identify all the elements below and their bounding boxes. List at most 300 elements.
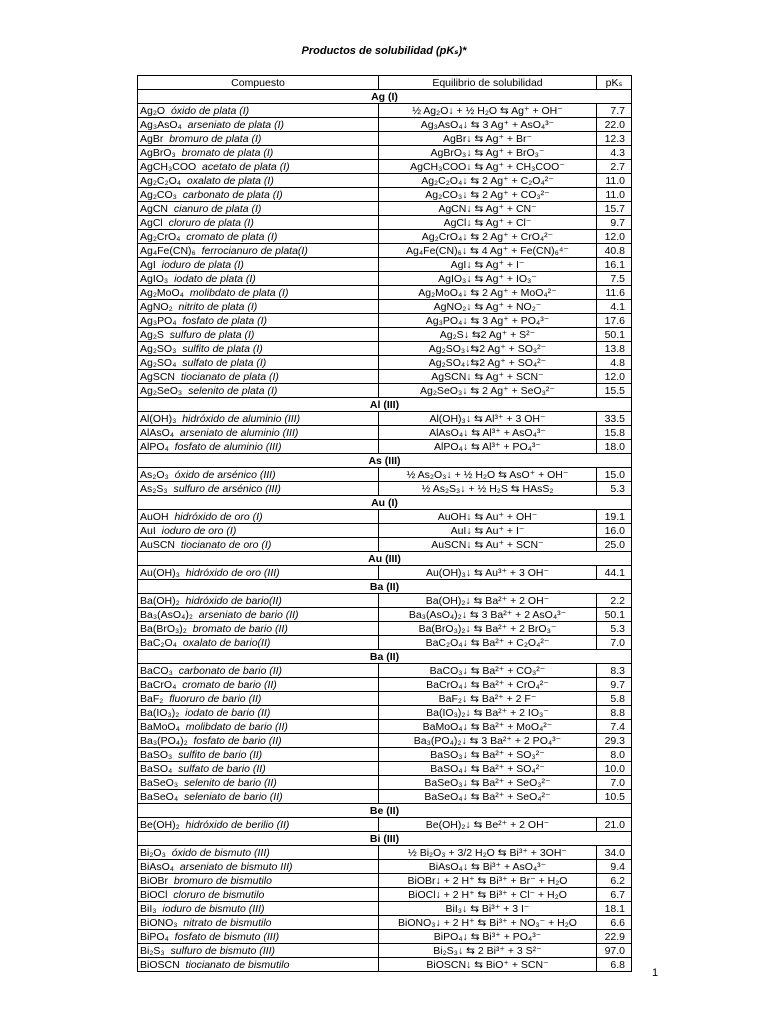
table-row <box>138 944 632 958</box>
table-body <box>138 90 632 972</box>
compound-name: molibdato de bario (II) <box>185 720 288 733</box>
compound-name: oxalato de plata (I) <box>186 174 274 187</box>
compound-cell <box>138 468 379 482</box>
compound-formula: BaSO₃ <box>140 748 173 761</box>
equilibrium-cell: Ag₂SO₃↓⇆2 Ag⁺ + SO₃²⁻ <box>379 342 597 356</box>
pks-cell: 50.1 <box>597 328 632 342</box>
pks-cell: 9.4 <box>597 860 632 874</box>
compound-name: óxido de arsénico (III) <box>174 468 276 481</box>
compound-formula: BaC₂O₄ <box>140 636 177 649</box>
compound-name: sulfuro de bismuto (III) <box>170 944 276 957</box>
compound-cell <box>138 916 379 930</box>
equilibrium-cell: Ba(BrO₃)₂↓ ⇆ Ba²⁺ + 2 BrO₃⁻ <box>379 622 597 636</box>
compound-cell <box>138 860 379 874</box>
table-row <box>138 790 632 804</box>
table-row <box>138 104 632 118</box>
compound-formula: Ag₄Fe(CN)₆ <box>140 244 196 257</box>
compound-cell <box>138 370 379 384</box>
compound-name: sulfito de plata (I) <box>182 342 263 355</box>
compound-formula: AuOH <box>140 510 169 523</box>
table-row <box>138 412 632 426</box>
table-row <box>138 510 632 524</box>
compound-formula: BiONO₃ <box>140 916 178 929</box>
compound-cell <box>138 202 379 216</box>
compound-formula: Ag₂O <box>140 104 166 117</box>
compound-name: selenito de plata (I) <box>188 384 278 397</box>
compound-name: hidróxido de oro (I) <box>174 510 263 523</box>
compound-formula: BiOCl <box>140 888 168 901</box>
header-pks: pKₛ <box>597 76 632 90</box>
equilibrium-cell: Ag₂CO₃↓ ⇆ 2 Ag⁺ + CO₃²⁻ <box>379 188 597 202</box>
equilibrium-cell: Ag₃PO₄↓ ⇆ 3 Ag⁺ + PO₄³⁻ <box>379 314 597 328</box>
compound-cell <box>138 776 379 790</box>
compound-cell <box>138 734 379 748</box>
compound-formula: AgI <box>140 258 156 271</box>
pks-cell: 8.8 <box>597 706 632 720</box>
table-row <box>138 230 632 244</box>
compound-formula: AgBrO₃ <box>140 146 176 159</box>
pks-cell: 7.7 <box>597 104 632 118</box>
page-number: 1 <box>652 967 659 979</box>
section-header-row <box>138 398 632 412</box>
compound-cell <box>138 188 379 202</box>
pks-cell: 11.6 <box>597 286 632 300</box>
section-header-row <box>138 580 632 594</box>
table-row <box>138 356 632 370</box>
compound-formula: AuI <box>140 524 156 537</box>
equilibrium-cell: ½ Bi₂O₃ + 3/2 H₂O ⇆ Bi³⁺ + 3OH⁻ <box>379 846 597 860</box>
compound-formula: As₂S₃ <box>140 482 168 495</box>
section-label: Be (II) <box>138 804 632 818</box>
compound-name: hidróxido de berilio (II) <box>185 818 290 831</box>
compound-name: tiocianato de bismutilo <box>185 958 290 971</box>
compound-name: sulfuro de plata (I) <box>169 328 255 341</box>
compound-name: ferrocianuro de plata(I) <box>201 244 308 257</box>
header-compuesto: Compuesto <box>138 76 379 90</box>
compound-name: cianuro de plata (I) <box>173 202 262 215</box>
equilibrium-cell: Au(OH)₃↓ ⇆ Au³⁺ + 3 OH⁻ <box>379 566 597 580</box>
compound-name: bromuro de bismutilo <box>173 874 272 887</box>
compound-cell <box>138 146 379 160</box>
compound-cell <box>138 286 379 300</box>
compound-cell <box>138 104 379 118</box>
compound-cell <box>138 538 379 552</box>
table-row <box>138 370 632 384</box>
table-row <box>138 538 632 552</box>
table-row <box>138 734 632 748</box>
compound-formula: Bi₂O₃ <box>140 846 166 859</box>
pks-cell: 19.1 <box>597 510 632 524</box>
compound-formula: AgIO₃ <box>140 272 169 285</box>
equilibrium-cell: Al(OH)₃↓ ⇆ Al³⁺ + 3 OH⁻ <box>379 412 597 426</box>
pks-cell: 12.0 <box>597 370 632 384</box>
pks-cell: 11.0 <box>597 188 632 202</box>
equilibrium-cell: Ag₂SO₄↓⇆2 Ag⁺ + SO₄²⁻ <box>379 356 597 370</box>
table-row <box>138 160 632 174</box>
pks-cell: 9.7 <box>597 678 632 692</box>
pks-cell: 2.7 <box>597 160 632 174</box>
compound-cell <box>138 412 379 426</box>
compound-formula: Ag₃PO₄ <box>140 314 177 327</box>
pks-cell: 15.0 <box>597 468 632 482</box>
compound-formula: Ba(OH)₂ <box>140 594 180 607</box>
page-title: Productos de solubilidad (pKₛ)* <box>301 45 467 57</box>
table-header-row <box>138 76 632 90</box>
table-row <box>138 916 632 930</box>
table-row <box>138 678 632 692</box>
compound-name: bromuro de plata (I) <box>169 132 262 145</box>
compound-formula: AlAsO₄ <box>140 426 175 439</box>
table-row <box>138 118 632 132</box>
compound-formula: Au(OH)₃ <box>140 566 180 579</box>
compound-name: arseniato de aluminio (III) <box>179 426 299 439</box>
compound-cell <box>138 174 379 188</box>
pks-cell: 4.1 <box>597 300 632 314</box>
section-header-row <box>138 804 632 818</box>
table-row <box>138 748 632 762</box>
pks-cell: 29.3 <box>597 734 632 748</box>
equilibrium-cell: Be(OH)₂↓ ⇆ Be²⁺ + 2 OH⁻ <box>379 818 597 832</box>
equilibrium-cell: Ag₂SeO₃↓ ⇆ 2 Ag⁺ + SeO₃²⁻ <box>379 384 597 398</box>
table-row <box>138 146 632 160</box>
compound-name: molibdato de plata (I) <box>189 286 289 299</box>
pks-cell: 5.3 <box>597 622 632 636</box>
equilibrium-cell: AgBr↓ ⇆ Ag⁺ + Br⁻ <box>379 132 597 146</box>
section-header-row <box>138 454 632 468</box>
section-header-row <box>138 832 632 846</box>
compound-formula: Ag₂MoO₄ <box>140 286 184 299</box>
pks-cell: 17.6 <box>597 314 632 328</box>
compound-name: acetato de plata (I) <box>202 160 290 173</box>
compound-name: hidróxido de oro (III) <box>185 566 280 579</box>
compound-formula: BaF₂ <box>140 692 164 705</box>
compound-formula: Ba₃(AsO₄)₂ <box>140 608 193 621</box>
compound-formula: Ba₃(PO₄)₂ <box>140 734 188 747</box>
compound-formula: BiOBr <box>140 874 169 887</box>
equilibrium-cell: Bi₂S₃↓ ⇆ 2 Bi³⁺ + 3 S²⁻ <box>379 944 597 958</box>
compound-cell <box>138 230 379 244</box>
equilibrium-cell: ½ As₂O₃↓ + ½ H₂O ⇆ AsO⁺ + OH⁻ <box>379 468 597 482</box>
compound-cell <box>138 342 379 356</box>
compound-name: cromato de bario (II) <box>182 678 277 691</box>
table-row <box>138 524 632 538</box>
table-row <box>138 874 632 888</box>
pks-cell: 10.5 <box>597 790 632 804</box>
pks-cell: 9.7 <box>597 216 632 230</box>
equilibrium-cell: BaSeO₃↓ ⇆ Ba²⁺ + SeO₃²⁻ <box>379 776 597 790</box>
equilibrium-cell: Ag₂S↓ ⇆2 Ag⁺ + S²⁻ <box>379 328 597 342</box>
compound-cell <box>138 622 379 636</box>
pks-cell: 40.8 <box>597 244 632 258</box>
compound-formula: Be(OH)₂ <box>140 818 180 831</box>
equilibrium-cell: BaMoO₄↓ ⇆ Ba²⁺ + MoO₄²⁻ <box>379 720 597 734</box>
compound-name: hidróxido de aluminio (III) <box>182 412 301 425</box>
compound-cell <box>138 720 379 734</box>
compound-formula: BaCrO₄ <box>140 678 177 691</box>
compound-cell <box>138 594 379 608</box>
table-row <box>138 342 632 356</box>
compound-cell <box>138 384 379 398</box>
table-row <box>138 202 632 216</box>
equilibrium-cell: Ag₂C₂O₄↓ ⇆ 2 Ag⁺ + C₂O₄²⁻ <box>379 174 597 188</box>
table-row <box>138 244 632 258</box>
compound-cell <box>138 258 379 272</box>
compound-name: carbonato de bario (II) <box>178 664 283 677</box>
compound-cell <box>138 314 379 328</box>
table-row <box>138 888 632 902</box>
compound-cell <box>138 748 379 762</box>
pks-cell: 10.0 <box>597 762 632 776</box>
compound-formula: AgCl <box>140 216 163 229</box>
compound-name: fosfato de bario (II) <box>193 734 282 747</box>
table-row <box>138 930 632 944</box>
equilibrium-cell: AuI↓ ⇆ Au⁺ + I⁻ <box>379 524 597 538</box>
equilibrium-cell: AgIO₃↓ ⇆ Ag⁺ + IO₃⁻ <box>379 272 597 286</box>
table-row <box>138 860 632 874</box>
compound-cell <box>138 790 379 804</box>
table-row <box>138 272 632 286</box>
compound-name: iodato de plata (I) <box>174 272 256 285</box>
table-row <box>138 776 632 790</box>
pks-cell: 4.3 <box>597 146 632 160</box>
compound-cell <box>138 678 379 692</box>
compound-cell <box>138 482 379 496</box>
pks-cell: 34.0 <box>597 846 632 860</box>
compound-cell <box>138 846 379 860</box>
equilibrium-cell: BaC₂O₄↓ ⇆ Ba²⁺ + C₂O₄²⁻ <box>379 636 597 650</box>
table-row <box>138 216 632 230</box>
table-row <box>138 622 632 636</box>
compound-name: sulfato de bario (II) <box>178 762 266 775</box>
compound-cell <box>138 818 379 832</box>
equilibrium-cell: BaF₂↓ ⇆ Ba²⁺ + 2 F⁻ <box>379 692 597 706</box>
compound-cell <box>138 762 379 776</box>
pks-cell: 16.0 <box>597 524 632 538</box>
compound-formula: Ag₂S <box>140 328 164 341</box>
table-row <box>138 314 632 328</box>
compound-formula: AgCH₃COO <box>140 160 197 173</box>
pks-cell: 16.1 <box>597 258 632 272</box>
compound-cell <box>138 300 379 314</box>
equilibrium-cell: AlAsO₄↓ ⇆ Al³⁺ + AsO₄³⁻ <box>379 426 597 440</box>
pks-cell: 7.4 <box>597 720 632 734</box>
equilibrium-cell: AuSCN↓ ⇆ Au⁺ + SCN⁻ <box>379 538 597 552</box>
compound-name: fosfato de plata (I) <box>182 314 268 327</box>
table-row <box>138 664 632 678</box>
compound-cell <box>138 244 379 258</box>
equilibrium-cell: BiOCl↓ + 2 H⁺ ⇆ Bi³⁺ + Cl⁻ + H₂O <box>379 888 597 902</box>
compound-formula: Ag₂C₂O₄ <box>140 174 182 187</box>
pks-cell: 4.8 <box>597 356 632 370</box>
compound-cell <box>138 944 379 958</box>
compound-name: sulfuro de arsénico (III) <box>173 482 281 495</box>
compound-formula: Al(OH)₃ <box>140 412 177 425</box>
pks-cell: 6.8 <box>597 958 632 972</box>
compound-formula: BaSO₄ <box>140 762 173 775</box>
table-row <box>138 300 632 314</box>
section-header-row <box>138 552 632 566</box>
pks-cell: 7.0 <box>597 776 632 790</box>
compound-name: seleniato de bario (II) <box>183 790 283 803</box>
equilibrium-cell: BaCO₃↓ ⇆ Ba²⁺ + CO₃²⁻ <box>379 664 597 678</box>
equilibrium-cell: BiOBr↓ + 2 H⁺ ⇆ Bi³⁺ + Br⁻ + H₂O <box>379 874 597 888</box>
pks-cell: 8.0 <box>597 748 632 762</box>
equilibrium-cell: AgCl↓ ⇆ Ag⁺ + Cl⁻ <box>379 216 597 230</box>
compound-cell <box>138 664 379 678</box>
pks-cell: 44.1 <box>597 566 632 580</box>
equilibrium-cell: BaSeO₄↓ ⇆ Ba²⁺ + SeO₄²⁻ <box>379 790 597 804</box>
table-row <box>138 958 632 972</box>
compound-formula: AgCN <box>140 202 169 215</box>
pks-cell: 6.2 <box>597 874 632 888</box>
pks-cell: 22.0 <box>597 118 632 132</box>
compound-name: fosfato de aluminio (III) <box>174 440 282 453</box>
compound-name: arseniato de plata (I) <box>187 118 284 131</box>
compound-name: nitrito de plata (I) <box>178 300 258 313</box>
section-label: As (III) <box>138 454 632 468</box>
table-row <box>138 902 632 916</box>
compound-cell <box>138 356 379 370</box>
compound-cell <box>138 902 379 916</box>
compound-name: nitrato de bismutilo <box>183 916 272 929</box>
equilibrium-cell: ½ Ag₂O↓ + ½ H₂O ⇆ Ag⁺ + OH⁻ <box>379 104 597 118</box>
compound-formula: BaMoO₄ <box>140 720 180 733</box>
table-row <box>138 132 632 146</box>
table-row <box>138 426 632 440</box>
table-row <box>138 720 632 734</box>
equilibrium-cell: AuOH↓ ⇆ Au⁺ + OH⁻ <box>379 510 597 524</box>
table-row <box>138 566 632 580</box>
section-label: Au (III) <box>138 552 632 566</box>
compound-cell <box>138 524 379 538</box>
equilibrium-cell: AgCH₃COO↓ ⇆ Ag⁺ + CH₃COO⁻ <box>379 160 597 174</box>
compound-formula: As₂O₃ <box>140 468 169 481</box>
pks-cell: 15.5 <box>597 384 632 398</box>
equilibrium-cell: BiPO₄↓ ⇆ Bi³⁺ + PO₄³⁻ <box>379 930 597 944</box>
compound-name: tiocianato de plata (I) <box>180 370 279 383</box>
compound-cell <box>138 566 379 580</box>
equilibrium-cell: BiAsO₄↓ ⇆ Bi³⁺ + AsO₄³⁻ <box>379 860 597 874</box>
pks-cell: 12.0 <box>597 230 632 244</box>
pks-cell: 12.3 <box>597 132 632 146</box>
pks-cell: 8.3 <box>597 664 632 678</box>
compound-name: selenito de bario (II) <box>183 776 277 789</box>
compound-cell <box>138 132 379 146</box>
equilibrium-cell: AgNO₂↓ ⇆ Ag⁺ + NO₂⁻ <box>379 300 597 314</box>
compound-name: arseniato de bario (II) <box>198 608 299 621</box>
compound-cell <box>138 608 379 622</box>
table-row <box>138 384 632 398</box>
equilibrium-cell: AlPO₄↓ ⇆ Al³⁺ + PO₄³⁻ <box>379 440 597 454</box>
compound-name: cloruro de bismutilo <box>173 888 265 901</box>
compound-formula: AuSCN <box>140 538 176 551</box>
equilibrium-cell: Ag₂MoO₄↓ ⇆ 2 Ag⁺ + MoO₄²⁻ <box>379 286 597 300</box>
compound-formula: BiAsO₄ <box>140 860 175 873</box>
equilibrium-cell: AgI↓ ⇆ Ag⁺ + I⁻ <box>379 258 597 272</box>
compound-name: ioduro de plata (I) <box>161 258 244 271</box>
compound-cell <box>138 692 379 706</box>
pks-cell: 15.7 <box>597 202 632 216</box>
compound-name: iodato de bario (II) <box>185 706 271 719</box>
compound-cell <box>138 440 379 454</box>
solubility-table <box>137 75 632 972</box>
section-header-row <box>138 90 632 104</box>
pks-cell: 7.5 <box>597 272 632 286</box>
equilibrium-cell: AgSCN↓ ⇆ Ag⁺ + SCN⁻ <box>379 370 597 384</box>
equilibrium-cell: BiOSCN↓ ⇆ BiO⁺ + SCN⁻ <box>379 958 597 972</box>
compound-cell <box>138 118 379 132</box>
compound-name: ioduro de oro (I) <box>161 524 237 537</box>
pks-cell: 13.8 <box>597 342 632 356</box>
pks-cell: 2.2 <box>597 594 632 608</box>
header-equilibrio: Equilibrio de solubilidad <box>379 76 597 90</box>
equilibrium-cell: Ag₃AsO₄↓ ⇆ 3 Ag⁺ + AsO₄³⁻ <box>379 118 597 132</box>
compound-cell <box>138 706 379 720</box>
compound-cell <box>138 160 379 174</box>
compound-formula: Ag₂SO₃ <box>140 342 177 355</box>
compound-formula: AlPO₄ <box>140 440 169 453</box>
compound-name: arseniato de bismuto III) <box>179 860 293 873</box>
equilibrium-cell: Ba₃(AsO₄)₂↓ ⇆ 3 Ba²⁺ + 2 AsO₄³⁻ <box>379 608 597 622</box>
equilibrium-cell: BiONO₃↓ + 2 H⁺ ⇆ Bi³⁺ + NO₃⁻ + H₂O <box>379 916 597 930</box>
compound-name: sulfito de bario (II) <box>178 748 263 761</box>
equilibrium-cell: Ba(IO₃)₂↓ ⇆ Ba²⁺ + 2 IO₃⁻ <box>379 706 597 720</box>
table-row <box>138 818 632 832</box>
compound-formula: BiOSCN <box>140 958 180 971</box>
compound-cell <box>138 272 379 286</box>
compound-cell <box>138 930 379 944</box>
equilibrium-cell: Ba(OH)₂↓ ⇆ Ba²⁺ + 2 OH⁻ <box>379 594 597 608</box>
section-label: Bi (III) <box>138 832 632 846</box>
compound-name: fluoruro de bario (II) <box>169 692 262 705</box>
table-row <box>138 328 632 342</box>
compound-name: óxido de bismuto (III) <box>171 846 270 859</box>
compound-formula: Ag₂SeO₃ <box>140 384 183 397</box>
compound-formula: AgBr <box>140 132 164 145</box>
equilibrium-cell: Ag₄Fe(CN)₆↓ ⇆ 4 Ag⁺ + Fe(CN)₆⁴⁻ <box>379 244 597 258</box>
section-label: Au (I) <box>138 496 632 510</box>
compound-cell <box>138 888 379 902</box>
compound-name: sulfato de plata (I) <box>182 356 267 369</box>
pks-cell: 33.5 <box>597 412 632 426</box>
equilibrium-cell: BaSO₄↓ ⇆ Ba²⁺ + SO₄²⁻ <box>379 762 597 776</box>
compound-formula: BaSeO₄ <box>140 790 179 803</box>
compound-formula: AgSCN <box>140 370 176 383</box>
section-label: Ba (II) <box>138 650 632 664</box>
equilibrium-cell: AgBrO₃↓ ⇆ Ag⁺ + BrO₃⁻ <box>379 146 597 160</box>
table-row <box>138 188 632 202</box>
table-row <box>138 762 632 776</box>
pks-cell: 7.0 <box>597 636 632 650</box>
table-row <box>138 286 632 300</box>
pks-cell: 6.6 <box>597 916 632 930</box>
pks-cell: 15.8 <box>597 426 632 440</box>
pks-cell: 22.9 <box>597 930 632 944</box>
pks-cell: 97.0 <box>597 944 632 958</box>
table-row <box>138 174 632 188</box>
compound-name: ioduro de bismuto (III) <box>162 902 265 915</box>
compound-name: fosfato de bismuto (III) <box>174 930 280 943</box>
compound-formula: BaCO₃ <box>140 664 173 677</box>
table-row <box>138 594 632 608</box>
compound-cell <box>138 636 379 650</box>
equilibrium-cell: BaSO₃↓ ⇆ Ba²⁺ + SO₃²⁻ <box>379 748 597 762</box>
section-header-row <box>138 650 632 664</box>
section-header-row <box>138 496 632 510</box>
compound-cell <box>138 874 379 888</box>
pks-cell: 11.0 <box>597 174 632 188</box>
compound-name: hidróxido de bario(II) <box>185 594 282 607</box>
